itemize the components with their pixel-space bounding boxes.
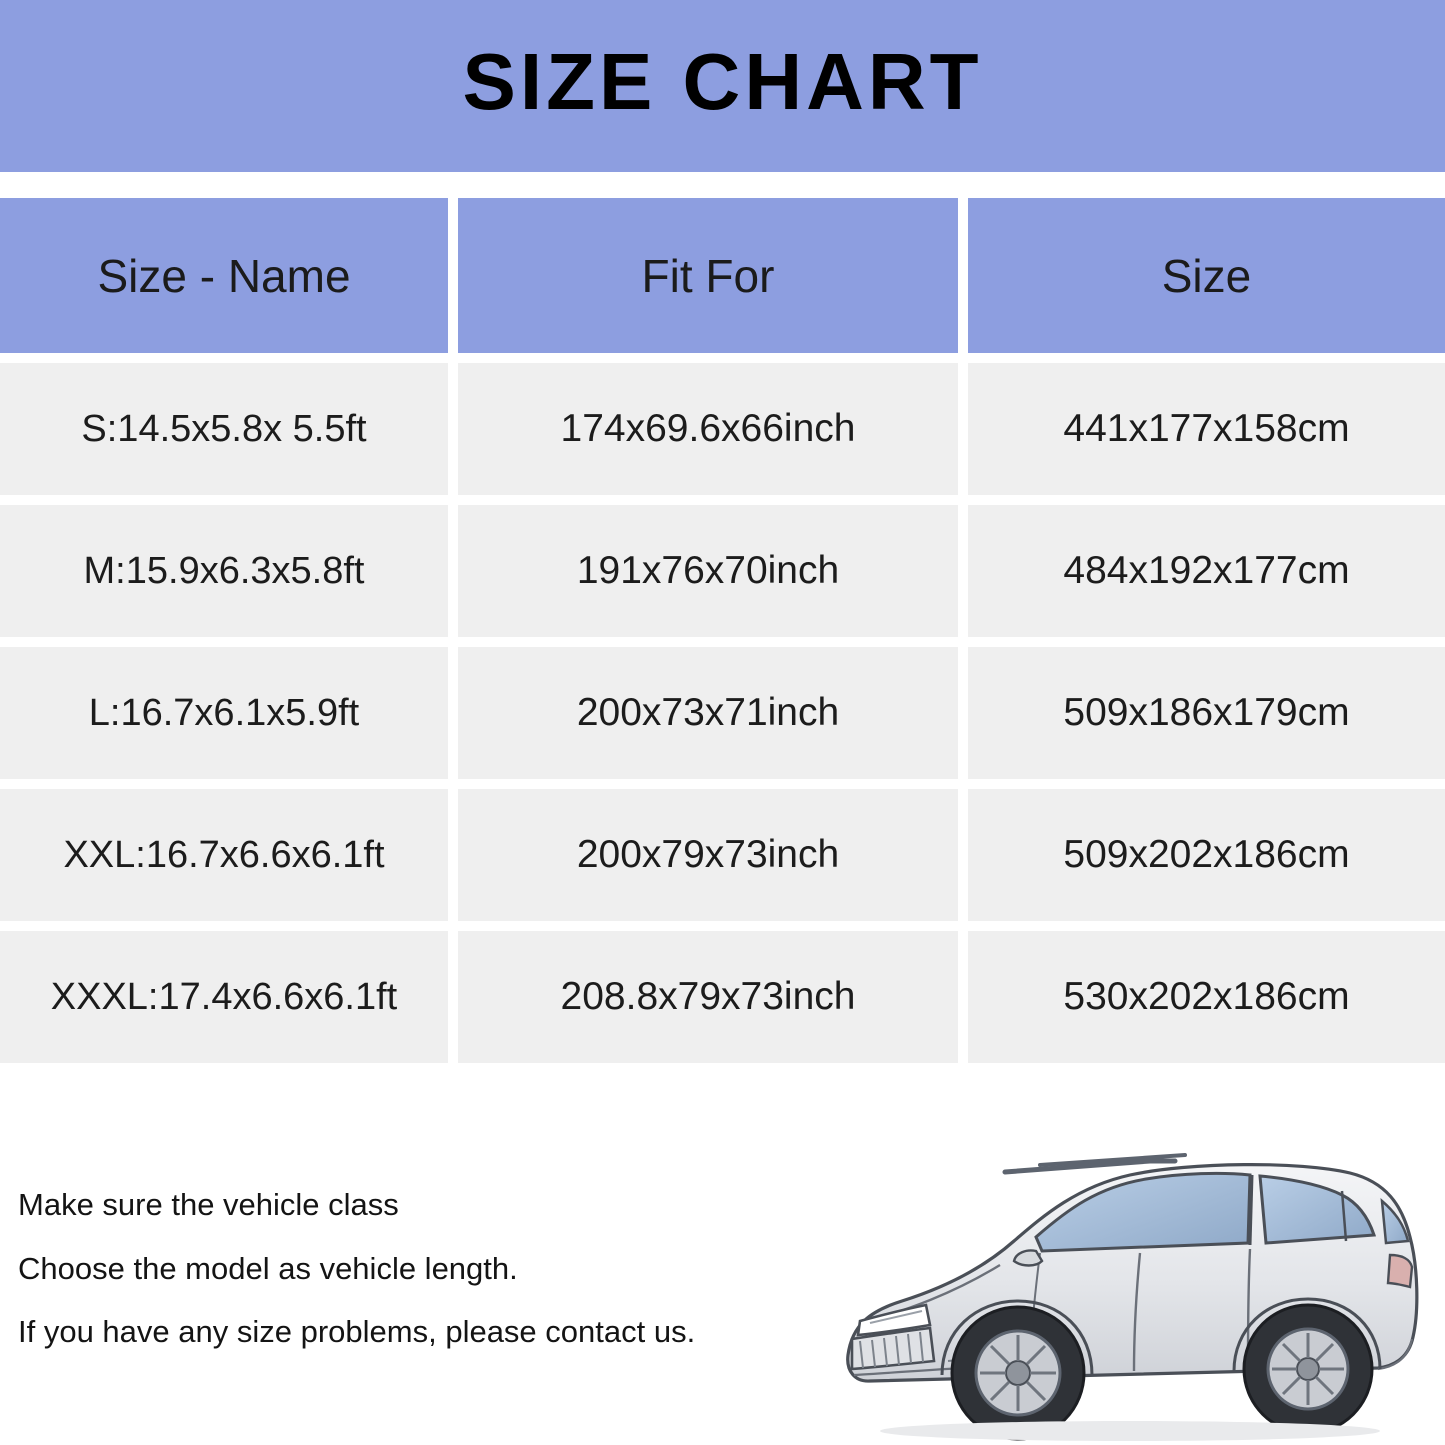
cell-size bbox=[968, 647, 1445, 779]
table-header-cell-fit-for bbox=[458, 198, 958, 353]
cell-value: 174x69.6x66inch bbox=[560, 407, 856, 450]
column-spacer bbox=[958, 505, 968, 637]
cell-value: 509x186x179cm bbox=[1063, 691, 1350, 734]
cell-value: 200x79x73inch bbox=[576, 833, 840, 876]
cell-fit-for bbox=[458, 647, 958, 779]
cell-size bbox=[968, 505, 1445, 637]
cell-size-name bbox=[0, 647, 448, 779]
cell-size-name bbox=[0, 363, 448, 495]
column-spacer bbox=[958, 789, 968, 921]
suv-car-illustration bbox=[830, 1125, 1430, 1445]
table-header-row bbox=[0, 198, 1445, 353]
table-row bbox=[0, 931, 1445, 1063]
cell-fit-for bbox=[458, 505, 958, 637]
note-line: If you have any size problems, please contact us. bbox=[18, 1314, 696, 1350]
cell-size bbox=[968, 363, 1445, 495]
column-spacer bbox=[958, 647, 968, 779]
column-spacer bbox=[448, 647, 458, 779]
cell-size bbox=[968, 931, 1445, 1063]
size-table bbox=[0, 198, 1445, 1073]
cell-value: 484x192x177cm bbox=[1063, 549, 1350, 592]
table-header-cell-size-name bbox=[0, 198, 448, 353]
cell-value: 441x177x158cm bbox=[1063, 407, 1350, 450]
column-spacer bbox=[448, 363, 458, 495]
header-label: Fit For bbox=[641, 249, 775, 302]
column-spacer bbox=[448, 931, 458, 1063]
table-row bbox=[0, 647, 1445, 779]
table-row bbox=[0, 505, 1445, 637]
column-spacer bbox=[448, 789, 458, 921]
cell-size-name bbox=[0, 505, 448, 637]
cell-value: L:16.7x6.1x5.9ft bbox=[88, 691, 360, 734]
cell-value: 191x76x70inch bbox=[576, 549, 840, 592]
cell-value: S:14.5x5.8x 5.5ft bbox=[81, 407, 367, 450]
cell-value: 509x202x186cm bbox=[1063, 833, 1350, 876]
cell-size bbox=[968, 789, 1445, 921]
cell-value: XXXL:17.4x6.6x6.1ft bbox=[50, 975, 398, 1018]
column-spacer bbox=[958, 363, 968, 495]
table-row bbox=[0, 363, 1445, 495]
table-header-cell-size bbox=[968, 198, 1445, 353]
cell-fit-for bbox=[458, 789, 958, 921]
note-line: Make sure the vehicle class bbox=[18, 1187, 399, 1222]
title-banner bbox=[0, 0, 1445, 172]
cell-value: XXL:16.7x6.6x6.1ft bbox=[63, 833, 385, 876]
notes-block bbox=[18, 1180, 818, 1371]
column-spacer bbox=[448, 505, 458, 637]
column-spacer bbox=[958, 198, 968, 353]
page-title: SIZE CHART bbox=[462, 37, 983, 126]
cell-value: M:15.9x6.3x5.8ft bbox=[83, 549, 365, 592]
header-label: Size - Name bbox=[97, 249, 351, 302]
cell-value: 208.8x79x73inch bbox=[560, 975, 856, 1018]
cell-fit-for bbox=[458, 363, 958, 495]
header-label: Size bbox=[1161, 249, 1252, 302]
cell-fit-for bbox=[458, 931, 958, 1063]
note-line: Choose the model as vehicle length. bbox=[18, 1250, 518, 1286]
column-spacer bbox=[448, 198, 458, 353]
cell-size-name bbox=[0, 789, 448, 921]
cell-value: 530x202x186cm bbox=[1063, 975, 1350, 1018]
column-spacer bbox=[958, 931, 968, 1063]
cell-value: 200x73x71inch bbox=[576, 691, 840, 734]
cell-size-name bbox=[0, 931, 448, 1063]
table-row bbox=[0, 789, 1445, 921]
